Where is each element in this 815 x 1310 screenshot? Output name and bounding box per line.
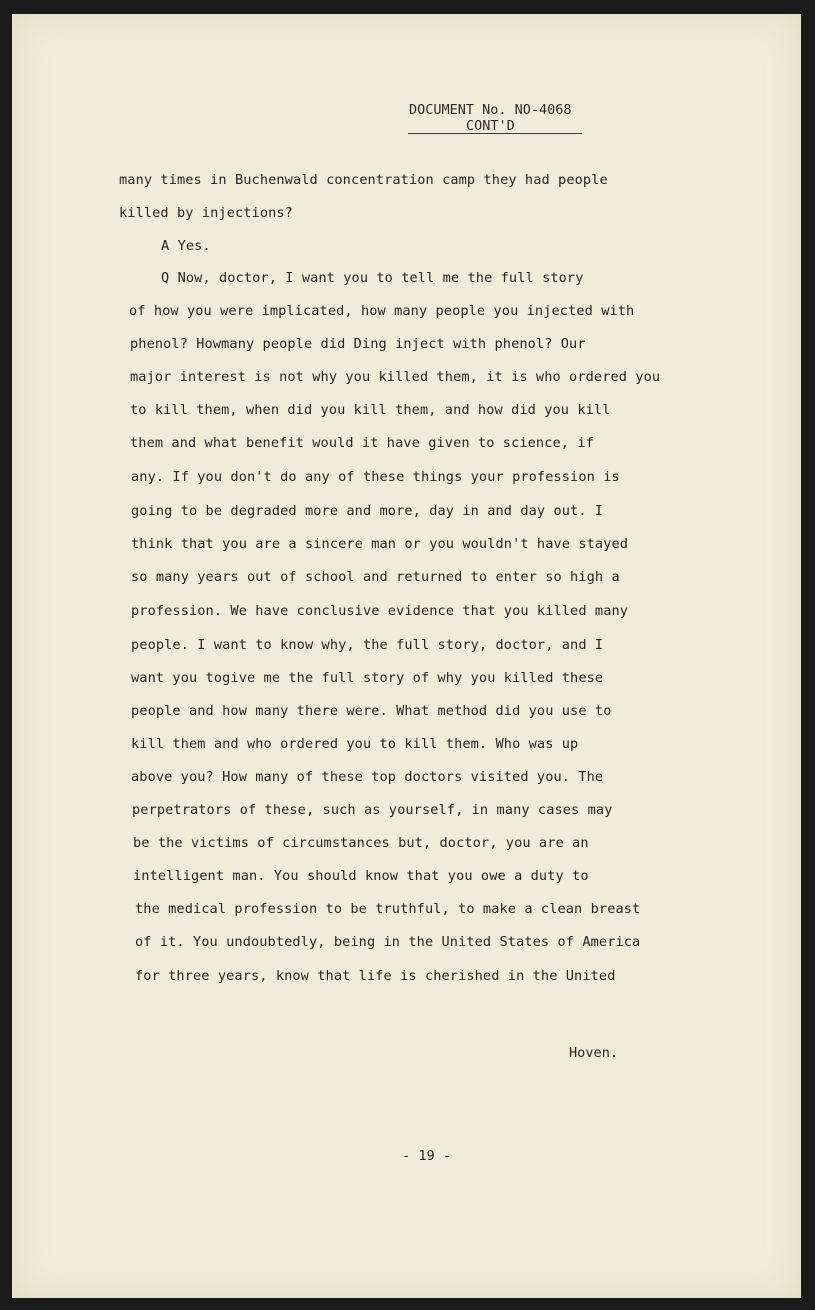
text-line: of it. You undoubtedly, being in the United States of America xyxy=(135,934,641,950)
text-line: phenol? Howmany people did Ding inject with phenol? Our xyxy=(130,336,586,352)
text-line: them and what benefit would it have given to science, if xyxy=(130,435,594,451)
text-line: profession. We have conclusive evidence that you killed many xyxy=(131,603,629,619)
continued-label: CONT'D xyxy=(466,118,515,134)
document-page xyxy=(12,14,801,1298)
answer-line: A Yes. xyxy=(161,238,211,254)
text-line: major interest is not why you killed them, it is who ordered you xyxy=(130,369,661,385)
text-line: intelligent man. You should know that you owe a duty to xyxy=(133,868,589,884)
text-line: people. I want to know why, the full story, doctor, and I xyxy=(131,637,604,653)
text-line: to kill them, when did you kill them, and how did you kill xyxy=(130,402,611,418)
text-line: want you togive me the full story of why you killed these xyxy=(131,670,604,686)
text-line: perpetrators of these, such as yourself, in many cases may xyxy=(132,802,613,818)
text-line: killed by injections? xyxy=(119,205,293,221)
text-line: for three years, know that life is cherished in the United xyxy=(135,968,616,984)
text-line: going to be degraded more and more, day in and day out. I xyxy=(131,503,604,519)
text-line: above you? How many of these top doctors visited you. The xyxy=(131,769,604,785)
text-line: kill them and who ordered you to kill them. Who was up xyxy=(131,736,579,752)
text-line: so many years out of school and returned to enter so high a xyxy=(131,569,620,585)
page-number: - 19 - xyxy=(402,1148,452,1164)
header-underline xyxy=(408,133,582,134)
text-line: of how you were implicated, how many people you injected with xyxy=(129,303,635,319)
text-line: people and how many there were. What method did you use to xyxy=(131,703,612,719)
text-line: any. If you don't do any of these things your profession is xyxy=(131,469,620,485)
text-line: many times in Buchenwald concentration camp they had people xyxy=(119,172,608,188)
signature-name: Hoven. xyxy=(569,1045,619,1061)
text-line: think that you are a sincere man or you wouldn't have stayed xyxy=(131,536,629,552)
question-line: Q Now, doctor, I want you to tell me the full story xyxy=(161,270,584,286)
document-number: DOCUMENT No. NO-4068 xyxy=(409,102,572,118)
text-line: the medical profession to be truthful, to make a clean breast xyxy=(135,901,641,917)
text-line: be the victims of circumstances but, doctor, you are an xyxy=(133,835,589,851)
